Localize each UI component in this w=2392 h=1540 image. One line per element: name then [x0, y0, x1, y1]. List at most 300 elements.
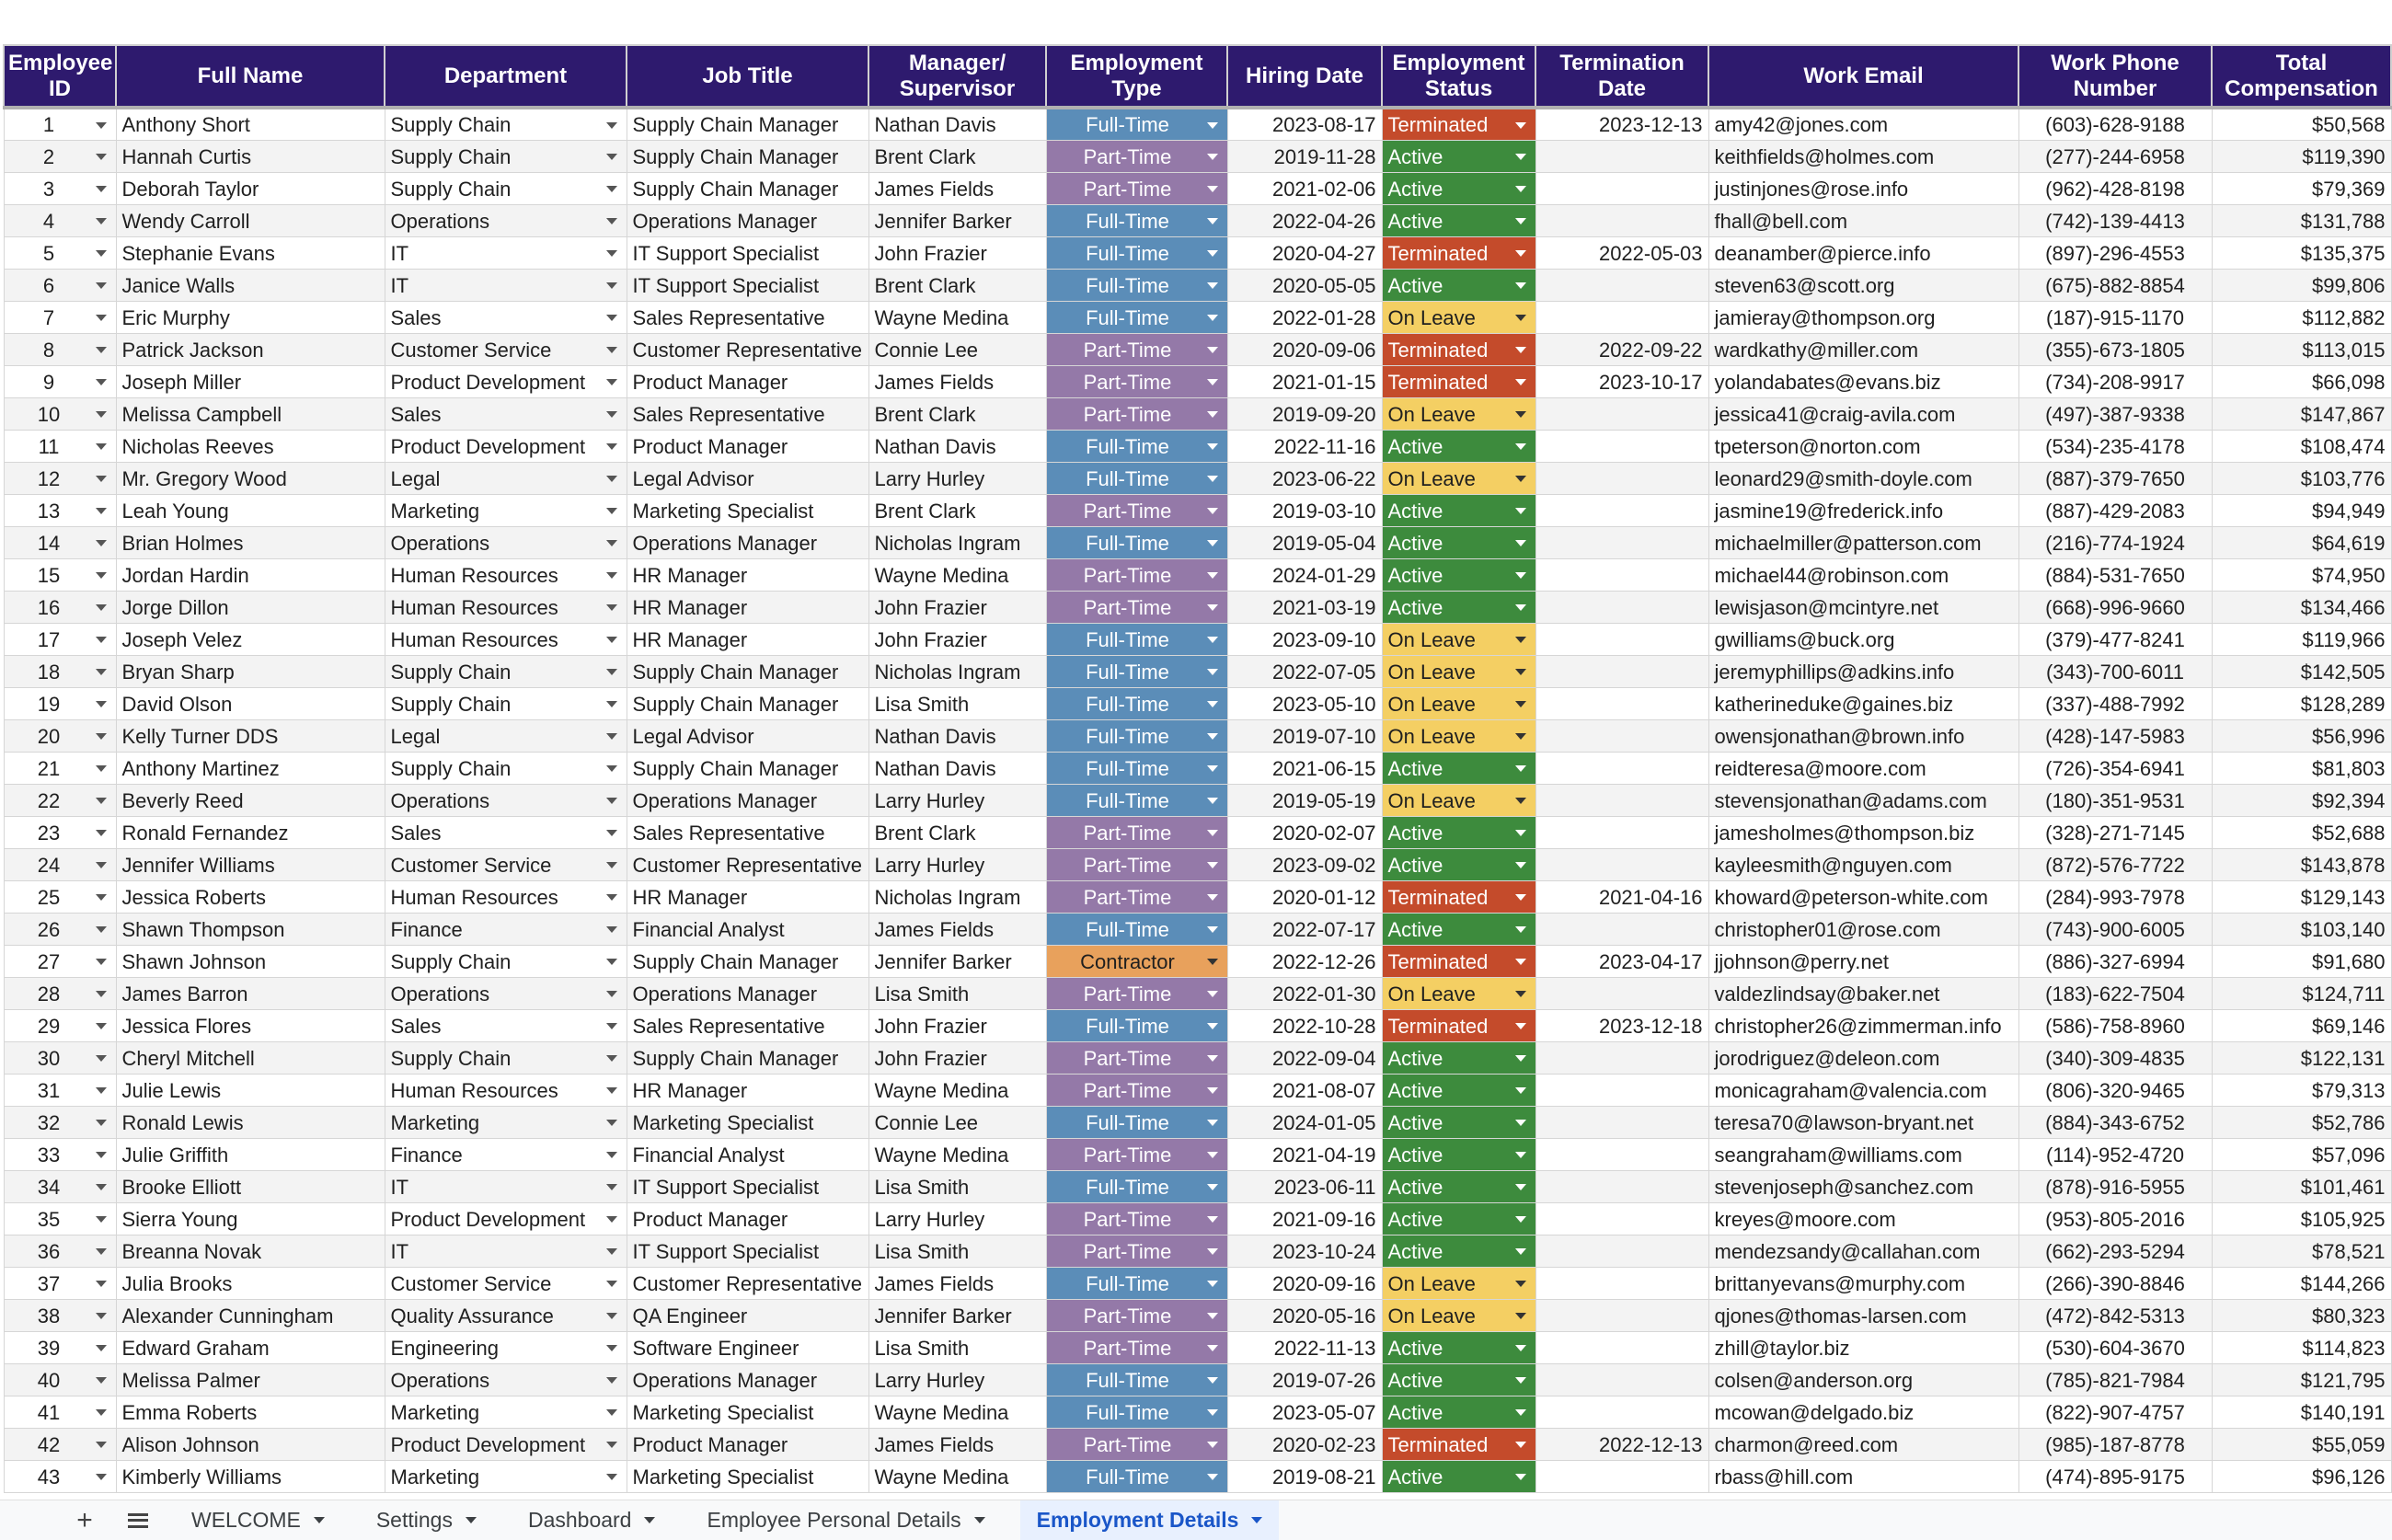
dropdown-arrow-icon[interactable] [1207, 572, 1218, 579]
cell-work-phone[interactable] [2018, 1364, 2212, 1396]
cell-job-title[interactable] [627, 1171, 868, 1203]
cell-termination-date[interactable] [1535, 753, 1708, 785]
cell-total-compensation[interactable] [2212, 1107, 2391, 1139]
cell-job-title[interactable] [627, 688, 868, 720]
cell-work-phone[interactable] [2018, 173, 2212, 205]
cell-work-email[interactable] [1708, 1171, 2018, 1203]
cell-full-name[interactable] [116, 1332, 385, 1364]
cell-hiring-date[interactable] [1227, 398, 1382, 431]
cell-hiring-date[interactable] [1227, 334, 1382, 366]
cell-job-title[interactable] [627, 463, 868, 495]
cell-job-title[interactable] [627, 173, 868, 205]
cell-termination-date[interactable] [1535, 720, 1708, 753]
cell-hiring-date[interactable] [1227, 1461, 1382, 1493]
dropdown-arrow-icon[interactable] [1207, 1152, 1218, 1158]
cell-work-phone[interactable] [2018, 108, 2212, 141]
dropdown-arrow-icon[interactable] [1207, 1055, 1218, 1062]
dropdown-arrow-icon[interactable] [606, 1409, 617, 1416]
cell-hiring-date[interactable] [1227, 720, 1382, 753]
dropdown-arrow-icon[interactable] [1515, 1120, 1526, 1126]
cell-job-title[interactable] [627, 1268, 868, 1300]
cell-job-title[interactable] [627, 1010, 868, 1042]
cell-hiring-date[interactable] [1227, 366, 1382, 398]
dropdown-arrow-icon[interactable] [1207, 1120, 1218, 1126]
dropdown-arrow-icon[interactable] [96, 250, 107, 257]
cell-manager[interactable] [868, 237, 1046, 270]
cell-department[interactable] [385, 1364, 627, 1396]
cell-employee-id[interactable] [4, 495, 116, 527]
cell-manager[interactable] [868, 688, 1046, 720]
dropdown-arrow-icon[interactable] [1515, 186, 1526, 192]
cell-employee-id[interactable] [4, 302, 116, 334]
dropdown-arrow-icon[interactable] [1515, 218, 1526, 224]
dropdown-arrow-icon[interactable] [1207, 959, 1218, 965]
cell-total-compensation[interactable] [2212, 173, 2391, 205]
cell-work-email[interactable] [1708, 1300, 2018, 1332]
cell-employment-status[interactable] [1382, 1429, 1535, 1461]
cell-full-name[interactable] [116, 1171, 385, 1203]
cell-full-name[interactable] [116, 592, 385, 624]
cell-full-name[interactable] [116, 334, 385, 366]
dropdown-arrow-icon[interactable] [606, 1345, 617, 1351]
cell-work-email[interactable] [1708, 881, 2018, 914]
cell-employment-status[interactable] [1382, 1010, 1535, 1042]
cell-employee-id[interactable] [4, 1396, 116, 1429]
cell-hiring-date[interactable] [1227, 237, 1382, 270]
dropdown-arrow-icon[interactable] [96, 1087, 107, 1094]
cell-department[interactable] [385, 1010, 627, 1042]
cell-work-email[interactable] [1708, 495, 2018, 527]
dropdown-arrow-icon[interactable] [606, 959, 617, 965]
cell-hiring-date[interactable] [1227, 1268, 1382, 1300]
cell-termination-date[interactable] [1535, 495, 1708, 527]
cell-department[interactable] [385, 334, 627, 366]
cell-full-name[interactable] [116, 1235, 385, 1268]
dropdown-arrow-icon[interactable] [1515, 830, 1526, 836]
cell-total-compensation[interactable] [2212, 753, 2391, 785]
cell-department[interactable] [385, 1396, 627, 1429]
cell-work-phone[interactable] [2018, 592, 2212, 624]
cell-termination-date[interactable] [1535, 1396, 1708, 1429]
cell-termination-date[interactable] [1535, 1332, 1708, 1364]
dropdown-arrow-icon[interactable] [1207, 765, 1218, 772]
cell-work-phone[interactable] [2018, 624, 2212, 656]
cell-department[interactable] [385, 946, 627, 978]
cell-full-name[interactable] [116, 1107, 385, 1139]
dropdown-arrow-icon[interactable] [96, 347, 107, 353]
col-header-employment-type[interactable]: Employment Type [1046, 45, 1227, 108]
tab-welcome[interactable] [175, 1500, 341, 1540]
cell-total-compensation[interactable] [2212, 914, 2391, 946]
cell-employment-status[interactable] [1382, 302, 1535, 334]
cell-hiring-date[interactable] [1227, 1203, 1382, 1235]
cell-employment-type[interactable] [1046, 527, 1227, 559]
cell-full-name[interactable] [116, 1139, 385, 1171]
cell-employment-type[interactable] [1046, 205, 1227, 237]
cell-employee-id[interactable] [4, 656, 116, 688]
cell-manager[interactable] [868, 495, 1046, 527]
dropdown-arrow-icon[interactable] [1515, 862, 1526, 868]
cell-termination-date[interactable] [1535, 1171, 1708, 1203]
cell-work-email[interactable] [1708, 688, 2018, 720]
dropdown-arrow-icon[interactable] [606, 1023, 617, 1029]
cell-employee-id[interactable] [4, 1042, 116, 1075]
cell-work-email[interactable] [1708, 1268, 2018, 1300]
cell-work-email[interactable] [1708, 398, 2018, 431]
dropdown-arrow-icon[interactable] [1207, 250, 1218, 257]
dropdown-arrow-icon[interactable] [606, 894, 617, 901]
cell-full-name[interactable] [116, 1396, 385, 1429]
cell-job-title[interactable] [627, 366, 868, 398]
cell-total-compensation[interactable] [2212, 1042, 2391, 1075]
dropdown-arrow-icon[interactable] [606, 604, 617, 611]
cell-job-title[interactable] [627, 785, 868, 817]
cell-termination-date[interactable] [1535, 881, 1708, 914]
cell-work-phone[interactable] [2018, 1203, 2212, 1235]
dropdown-arrow-icon[interactable] [606, 476, 617, 482]
dropdown-arrow-icon[interactable] [96, 1409, 107, 1416]
dropdown-arrow-icon[interactable] [606, 218, 617, 224]
cell-work-phone[interactable] [2018, 817, 2212, 849]
dropdown-arrow-icon[interactable] [1515, 604, 1526, 611]
cell-work-email[interactable] [1708, 1461, 2018, 1493]
cell-work-phone[interactable] [2018, 141, 2212, 173]
dropdown-arrow-icon[interactable] [1515, 508, 1526, 514]
cell-full-name[interactable] [116, 1203, 385, 1235]
dropdown-arrow-icon[interactable] [606, 1120, 617, 1126]
dropdown-arrow-icon[interactable] [606, 862, 617, 868]
dropdown-arrow-icon[interactable] [1515, 1216, 1526, 1223]
cell-manager[interactable] [868, 302, 1046, 334]
cell-employment-type[interactable] [1046, 1364, 1227, 1396]
cell-job-title[interactable] [627, 1300, 868, 1332]
cell-termination-date[interactable] [1535, 108, 1708, 141]
cell-termination-date[interactable] [1535, 205, 1708, 237]
cell-employment-status[interactable] [1382, 1332, 1535, 1364]
cell-termination-date[interactable] [1535, 1461, 1708, 1493]
col-header-termination-date[interactable]: Termination Date [1535, 45, 1708, 108]
dropdown-arrow-icon[interactable] [96, 1184, 107, 1190]
cell-job-title[interactable] [627, 334, 868, 366]
dropdown-arrow-icon[interactable] [1515, 1345, 1526, 1351]
cell-employment-status[interactable] [1382, 1300, 1535, 1332]
dropdown-arrow-icon[interactable] [96, 411, 107, 418]
cell-employment-status[interactable] [1382, 334, 1535, 366]
dropdown-arrow-icon[interactable] [606, 1152, 617, 1158]
dropdown-arrow-icon[interactable] [606, 1377, 617, 1384]
cell-work-phone[interactable] [2018, 656, 2212, 688]
cell-work-email[interactable] [1708, 1396, 2018, 1429]
col-header-manager[interactable]: Manager/ Supervisor [868, 45, 1046, 108]
cell-full-name[interactable] [116, 946, 385, 978]
cell-work-phone[interactable] [2018, 1300, 2212, 1332]
dropdown-arrow-icon[interactable] [606, 1474, 617, 1480]
cell-department[interactable] [385, 656, 627, 688]
cell-total-compensation[interactable] [2212, 463, 2391, 495]
cell-total-compensation[interactable] [2212, 849, 2391, 881]
cell-total-compensation[interactable] [2212, 1075, 2391, 1107]
cell-full-name[interactable] [116, 366, 385, 398]
cell-employment-type[interactable] [1046, 1171, 1227, 1203]
cell-full-name[interactable] [116, 398, 385, 431]
dropdown-arrow-icon[interactable] [1207, 218, 1218, 224]
cell-department[interactable] [385, 1268, 627, 1300]
cell-department[interactable] [385, 559, 627, 592]
cell-work-email[interactable] [1708, 946, 2018, 978]
cell-work-phone[interactable] [2018, 1268, 2212, 1300]
dropdown-arrow-icon[interactable] [1207, 1345, 1218, 1351]
cell-termination-date[interactable] [1535, 398, 1708, 431]
cell-termination-date[interactable] [1535, 978, 1708, 1010]
cell-hiring-date[interactable] [1227, 1364, 1382, 1396]
cell-termination-date[interactable] [1535, 946, 1708, 978]
dropdown-arrow-icon[interactable] [606, 443, 617, 450]
dropdown-arrow-icon[interactable] [1207, 315, 1218, 321]
chevron-down-icon[interactable] [466, 1517, 477, 1523]
cell-employment-status[interactable] [1382, 398, 1535, 431]
cell-full-name[interactable] [116, 141, 385, 173]
dropdown-arrow-icon[interactable] [1515, 154, 1526, 160]
cell-manager[interactable] [868, 978, 1046, 1010]
cell-employment-status[interactable] [1382, 946, 1535, 978]
cell-total-compensation[interactable] [2212, 978, 2391, 1010]
dropdown-arrow-icon[interactable] [1515, 1152, 1526, 1158]
cell-work-email[interactable] [1708, 1203, 2018, 1235]
cell-full-name[interactable] [116, 205, 385, 237]
dropdown-arrow-icon[interactable] [606, 991, 617, 997]
cell-department[interactable] [385, 495, 627, 527]
cell-employment-type[interactable] [1046, 108, 1227, 141]
cell-work-email[interactable] [1708, 334, 2018, 366]
col-header-employee-id[interactable]: Employee ID [4, 45, 116, 108]
cell-work-phone[interactable] [2018, 1010, 2212, 1042]
cell-employment-type[interactable] [1046, 1429, 1227, 1461]
cell-manager[interactable] [868, 946, 1046, 978]
cell-employment-status[interactable] [1382, 881, 1535, 914]
cell-hiring-date[interactable] [1227, 1300, 1382, 1332]
cell-employment-status[interactable] [1382, 1107, 1535, 1139]
cell-work-phone[interactable] [2018, 237, 2212, 270]
cell-job-title[interactable] [627, 431, 868, 463]
cell-hiring-date[interactable] [1227, 141, 1382, 173]
cell-employment-type[interactable] [1046, 463, 1227, 495]
dropdown-arrow-icon[interactable] [96, 1281, 107, 1287]
dropdown-arrow-icon[interactable] [96, 701, 107, 707]
dropdown-arrow-icon[interactable] [606, 122, 617, 129]
cell-employee-id[interactable] [4, 1203, 116, 1235]
cell-total-compensation[interactable] [2212, 431, 2391, 463]
cell-work-phone[interactable] [2018, 1235, 2212, 1268]
cell-hiring-date[interactable] [1227, 1332, 1382, 1364]
cell-employment-type[interactable] [1046, 592, 1227, 624]
cell-work-phone[interactable] [2018, 1075, 2212, 1107]
col-header-total-compensation[interactable]: Total Compensation [2212, 45, 2391, 108]
cell-termination-date[interactable] [1535, 237, 1708, 270]
cell-employment-status[interactable] [1382, 914, 1535, 946]
cell-termination-date[interactable] [1535, 1300, 1708, 1332]
dropdown-arrow-icon[interactable] [96, 154, 107, 160]
cell-employment-status[interactable] [1382, 1268, 1535, 1300]
dropdown-arrow-icon[interactable] [96, 1442, 107, 1448]
cell-department[interactable] [385, 173, 627, 205]
cell-total-compensation[interactable] [2212, 817, 2391, 849]
cell-termination-date[interactable] [1535, 141, 1708, 173]
dropdown-arrow-icon[interactable] [1515, 701, 1526, 707]
menu-icon[interactable] [120, 1502, 156, 1539]
cell-work-phone[interactable] [2018, 1332, 2212, 1364]
cell-full-name[interactable] [116, 302, 385, 334]
cell-employee-id[interactable] [4, 1235, 116, 1268]
cell-termination-date[interactable] [1535, 431, 1708, 463]
cell-manager[interactable] [868, 624, 1046, 656]
cell-manager[interactable] [868, 173, 1046, 205]
col-header-employment-status[interactable]: Employment Status [1382, 45, 1535, 108]
dropdown-arrow-icon[interactable] [606, 926, 617, 933]
cell-employee-id[interactable] [4, 785, 116, 817]
dropdown-arrow-icon[interactable] [1207, 347, 1218, 353]
cell-employee-id[interactable] [4, 1139, 116, 1171]
cell-employee-id[interactable] [4, 914, 116, 946]
cell-termination-date[interactable] [1535, 1235, 1708, 1268]
cell-total-compensation[interactable] [2212, 398, 2391, 431]
cell-manager[interactable] [868, 720, 1046, 753]
cell-manager[interactable] [868, 205, 1046, 237]
cell-work-phone[interactable] [2018, 1171, 2212, 1203]
cell-employment-type[interactable] [1046, 849, 1227, 881]
dropdown-arrow-icon[interactable] [1515, 1087, 1526, 1094]
dropdown-arrow-icon[interactable] [1207, 379, 1218, 385]
dropdown-arrow-icon[interactable] [606, 540, 617, 546]
cell-total-compensation[interactable] [2212, 1203, 2391, 1235]
cell-job-title[interactable] [627, 205, 868, 237]
dropdown-arrow-icon[interactable] [1207, 604, 1218, 611]
tab-dashboard[interactable] [512, 1500, 673, 1540]
dropdown-arrow-icon[interactable] [606, 1055, 617, 1062]
dropdown-arrow-icon[interactable] [96, 1216, 107, 1223]
cell-full-name[interactable] [116, 559, 385, 592]
cell-full-name[interactable] [116, 1075, 385, 1107]
cell-termination-date[interactable] [1535, 270, 1708, 302]
cell-department[interactable] [385, 753, 627, 785]
cell-department[interactable] [385, 141, 627, 173]
col-header-full-name[interactable]: Full Name [116, 45, 385, 108]
dropdown-arrow-icon[interactable] [1207, 1216, 1218, 1223]
dropdown-arrow-icon[interactable] [96, 733, 107, 740]
cell-hiring-date[interactable] [1227, 592, 1382, 624]
dropdown-arrow-icon[interactable] [1515, 669, 1526, 675]
cell-termination-date[interactable] [1535, 1429, 1708, 1461]
cell-termination-date[interactable] [1535, 1364, 1708, 1396]
dropdown-arrow-icon[interactable] [1515, 637, 1526, 643]
cell-hiring-date[interactable] [1227, 1429, 1382, 1461]
cell-work-email[interactable] [1708, 302, 2018, 334]
cell-work-phone[interactable] [2018, 1429, 2212, 1461]
cell-job-title[interactable] [627, 753, 868, 785]
cell-employee-id[interactable] [4, 463, 116, 495]
cell-department[interactable] [385, 431, 627, 463]
cell-work-phone[interactable] [2018, 366, 2212, 398]
cell-employee-id[interactable] [4, 334, 116, 366]
cell-work-email[interactable] [1708, 592, 2018, 624]
cell-department[interactable] [385, 817, 627, 849]
cell-hiring-date[interactable] [1227, 785, 1382, 817]
cell-work-email[interactable] [1708, 720, 2018, 753]
cell-manager[interactable] [868, 656, 1046, 688]
dropdown-arrow-icon[interactable] [1515, 959, 1526, 965]
cell-employment-status[interactable] [1382, 720, 1535, 753]
dropdown-arrow-icon[interactable] [96, 122, 107, 129]
cell-employment-status[interactable] [1382, 559, 1535, 592]
cell-job-title[interactable] [627, 817, 868, 849]
cell-employee-id[interactable] [4, 398, 116, 431]
cell-work-email[interactable] [1708, 1332, 2018, 1364]
dropdown-arrow-icon[interactable] [606, 315, 617, 321]
dropdown-arrow-icon[interactable] [1207, 540, 1218, 546]
cell-total-compensation[interactable] [2212, 495, 2391, 527]
dropdown-arrow-icon[interactable] [96, 443, 107, 450]
cell-full-name[interactable] [116, 173, 385, 205]
cell-department[interactable] [385, 1139, 627, 1171]
cell-total-compensation[interactable] [2212, 334, 2391, 366]
cell-work-email[interactable] [1708, 656, 2018, 688]
cell-full-name[interactable] [116, 688, 385, 720]
cell-termination-date[interactable] [1535, 1139, 1708, 1171]
cell-job-title[interactable] [627, 527, 868, 559]
cell-department[interactable] [385, 624, 627, 656]
dropdown-arrow-icon[interactable] [606, 830, 617, 836]
dropdown-arrow-icon[interactable] [606, 411, 617, 418]
cell-work-email[interactable] [1708, 753, 2018, 785]
cell-employee-id[interactable] [4, 978, 116, 1010]
cell-hiring-date[interactable] [1227, 849, 1382, 881]
plus-icon[interactable]: + [76, 1504, 93, 1535]
cell-employee-id[interactable] [4, 1107, 116, 1139]
cell-total-compensation[interactable] [2212, 592, 2391, 624]
dropdown-arrow-icon[interactable] [96, 1345, 107, 1351]
cell-total-compensation[interactable] [2212, 1268, 2391, 1300]
cell-employment-status[interactable] [1382, 785, 1535, 817]
dropdown-arrow-icon[interactable] [1515, 250, 1526, 257]
cell-full-name[interactable] [116, 1429, 385, 1461]
cell-employee-id[interactable] [4, 108, 116, 141]
cell-employee-id[interactable] [4, 688, 116, 720]
cell-total-compensation[interactable] [2212, 1171, 2391, 1203]
dropdown-arrow-icon[interactable] [606, 1442, 617, 1448]
cell-employment-status[interactable] [1382, 592, 1535, 624]
cell-termination-date[interactable] [1535, 817, 1708, 849]
dropdown-arrow-icon[interactable] [96, 862, 107, 868]
cell-termination-date[interactable] [1535, 1203, 1708, 1235]
cell-termination-date[interactable] [1535, 334, 1708, 366]
cell-hiring-date[interactable] [1227, 205, 1382, 237]
dropdown-arrow-icon[interactable] [96, 894, 107, 901]
tab-employment-details[interactable] [1020, 1500, 1280, 1540]
col-header-job-title[interactable]: Job Title [627, 45, 868, 108]
cell-job-title[interactable] [627, 108, 868, 141]
cell-full-name[interactable] [116, 753, 385, 785]
cell-hiring-date[interactable] [1227, 108, 1382, 141]
cell-department[interactable] [385, 881, 627, 914]
dropdown-arrow-icon[interactable] [1515, 1409, 1526, 1416]
cell-work-email[interactable] [1708, 1364, 2018, 1396]
dropdown-arrow-icon[interactable] [1207, 1442, 1218, 1448]
cell-manager[interactable] [868, 527, 1046, 559]
cell-hiring-date[interactable] [1227, 914, 1382, 946]
cell-work-email[interactable] [1708, 205, 2018, 237]
cell-employee-id[interactable] [4, 205, 116, 237]
cell-work-phone[interactable] [2018, 1107, 2212, 1139]
cell-work-phone[interactable] [2018, 463, 2212, 495]
